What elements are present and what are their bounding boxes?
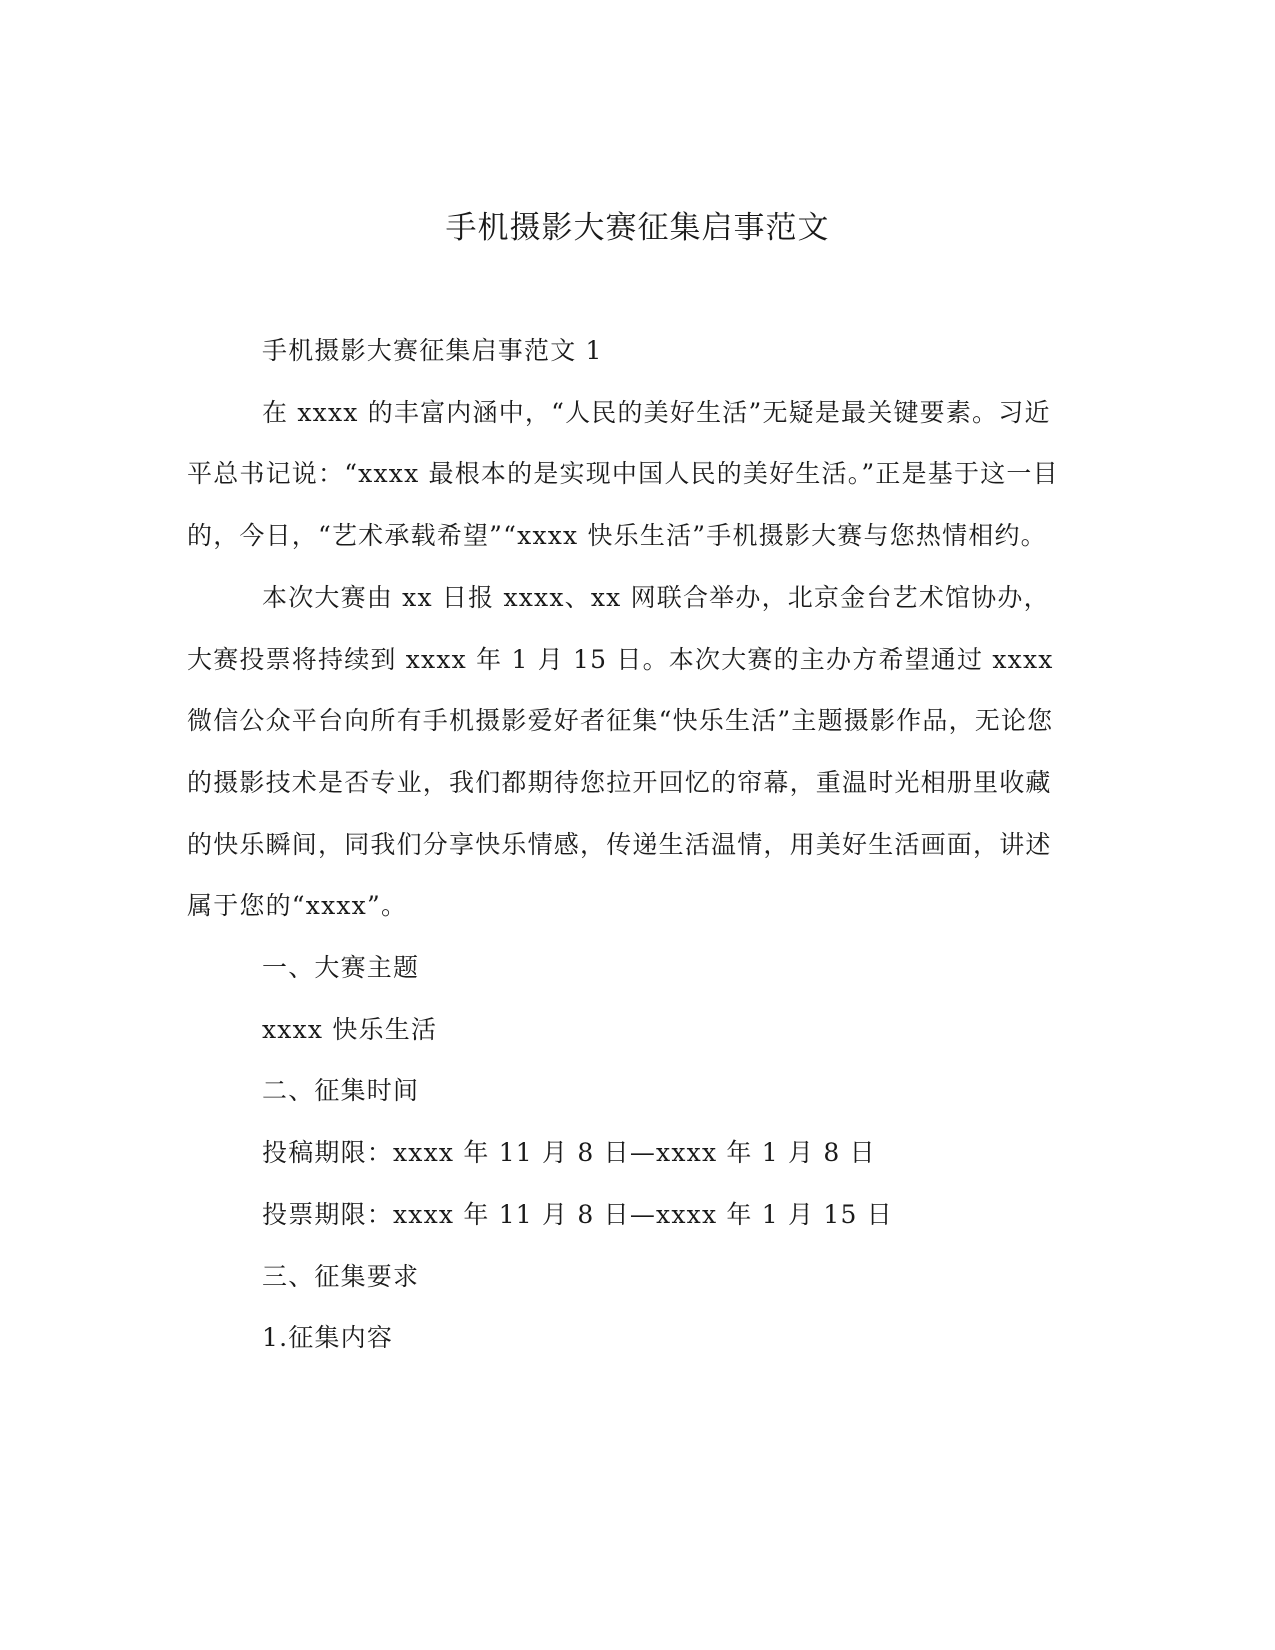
subsection-heading-content: 1.征集内容 (262, 1323, 394, 1353)
submission-period: 投稿期限：xxxx 年 11 月 8 日—xxxx 年 1 月 8 日 (262, 1138, 876, 1168)
section-heading-theme: 一、大赛主题 (262, 953, 420, 983)
document-body (187, 320, 1067, 1369)
paragraph-intro: 在 xxxx 的丰富内涵中，“人民的美好生活”无疑是最关键要素。习近平总书记说：“xxxx 最根本的是实现中国人民的美好生活。”正是基于这一目的，今日，“艺术承载希望”“xxxx 快乐生活”手机摄影大赛与您热情相约。 (187, 397, 1059, 551)
section-heading-time: 二、征集时间 (262, 1076, 420, 1106)
voting-period: 投票期限：xxxx 年 11 月 8 日—xxxx 年 1 月 15 日 (262, 1199, 893, 1229)
section-heading-requirements: 三、征集要求 (262, 1261, 420, 1291)
document-title: 手机摄影大赛征集启事范文 (445, 210, 830, 246)
paragraph-organizers: 本次大赛由 xx 日报 xxxx、xx 网联合举办，北京金台艺术馆协办，大赛投票将持续到 xxxx 年 1 月 15 日。本次大赛的主办方希望通过 xxxx 微信公众平台向所有手机摄影爱好者征集“快乐生活”主题摄影作品，无论您的摄影技术是否专业，我们都期待您拉开回忆的帘幕，重温时光相册里收藏的快乐瞬间，同我们分享快乐情感，传递生活温情，用美好生活画面，讲述属于您的“xxxx”。 (187, 582, 1054, 921)
document-subtitle: 手机摄影大赛征集启事范文 1 (262, 336, 603, 365)
section-content-theme: xxxx 快乐生活 (262, 1014, 438, 1044)
